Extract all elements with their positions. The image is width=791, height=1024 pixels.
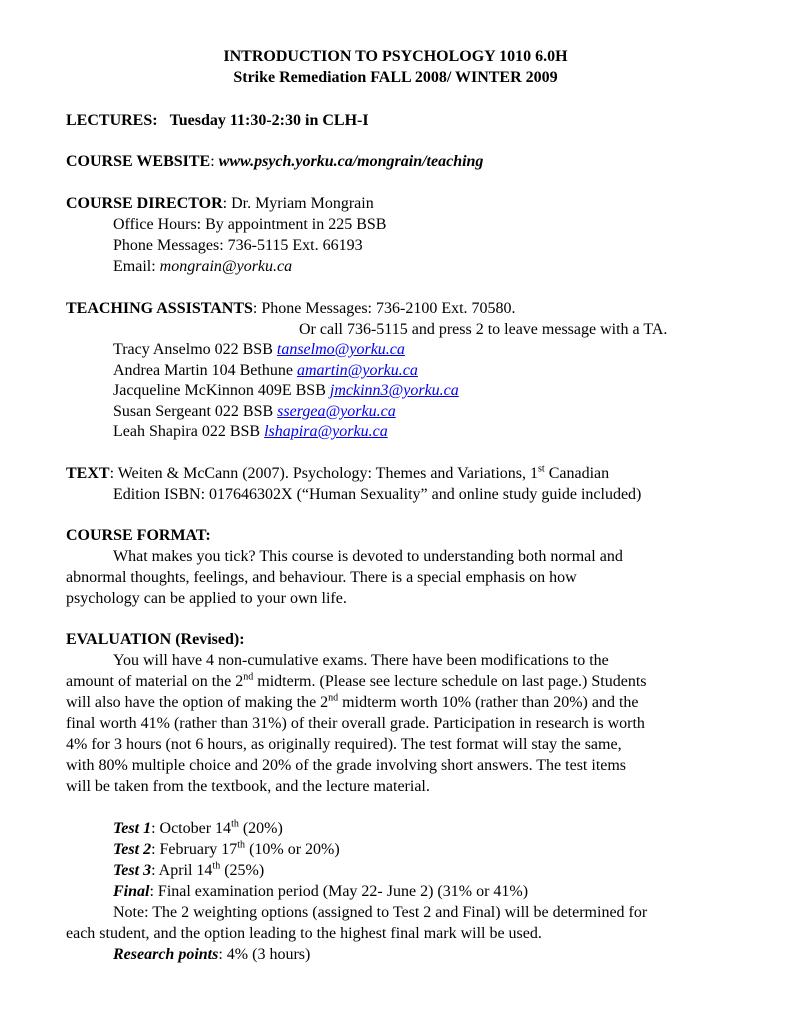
ta-name: Leah Shapira 022 BSB xyxy=(113,423,265,440)
format-heading: COURSE FORMAT: xyxy=(66,527,211,544)
ta-label: TEACHING ASSISTANTS xyxy=(66,300,253,317)
ta-phone-2: Or call 736-5115 and press 2 to leave message with a TA. xyxy=(299,321,668,338)
website-sep: : xyxy=(210,153,219,170)
evaluation-text: with 80% multiple choice and 20% of the grade involving short answers. The test items xyxy=(66,757,627,774)
test-date: : October 14 xyxy=(151,820,232,837)
ta-email-link[interactable]: amartin@yorku.ca xyxy=(296,362,418,379)
test-item xyxy=(113,819,283,839)
evaluation-text: 4% for 3 hours (not 6 hours, as originally required). The test format will stay the same, xyxy=(66,736,622,753)
test-sup: th xyxy=(231,818,239,830)
text-citation-end: Canadian xyxy=(544,465,610,482)
text-sup: st xyxy=(538,463,545,475)
evaluation-text-part: midterm worth 10% (rather than 20%) and the xyxy=(338,694,639,711)
evaluation-text xyxy=(66,672,647,692)
director-email-line xyxy=(113,257,292,277)
website-label: COURSE WEBSITE xyxy=(66,153,211,170)
evaluation-text-part: amount of material on the 2 xyxy=(66,673,244,690)
ta-name: Andrea Martin 104 Bethune xyxy=(113,362,297,379)
director-name: : Dr. Myriam Mongrain xyxy=(222,195,374,212)
test-date: : February 17 xyxy=(151,841,238,858)
format-label xyxy=(66,526,211,546)
ta-email-link[interactable]: ssergea@yorku.ca xyxy=(277,403,396,420)
director-office: Office Hours: By appointment in 225 BSB xyxy=(113,216,387,233)
ta-row xyxy=(113,402,396,422)
evaluation-text xyxy=(66,693,639,713)
director-line xyxy=(66,194,374,214)
note-text: Note: The 2 weighting options (assigned to Test 2 and Final) will be determined for xyxy=(113,904,648,921)
test-weight: (20%) xyxy=(238,820,283,837)
test-label: Test 1 xyxy=(113,820,152,837)
ta-row xyxy=(113,422,388,442)
website-url[interactable]: www.psych.yorku.ca/mongrain/teaching xyxy=(218,153,484,170)
evaluation-text: You will have 4 non-cumulative exams. There have been modifications to the xyxy=(113,652,609,669)
test-item xyxy=(113,840,340,860)
ta-email-link[interactable]: tanselmo@yorku.ca xyxy=(276,341,405,358)
ta-name: Jacqueline McKinnon 409E BSB xyxy=(113,382,330,399)
ta-row xyxy=(113,361,418,381)
research-line xyxy=(113,945,310,965)
test-item xyxy=(113,882,528,902)
test-weight: (10% or 20%) xyxy=(245,841,340,858)
format-text: abnormal thoughts, feelings, and behaviour. There is a special emphasis on how xyxy=(66,569,577,586)
evaluation-text: will be taken from the textbook, and the lecture material. xyxy=(66,778,430,795)
format-text: What makes you tick? This course is devoted to understanding both normal and xyxy=(113,548,623,565)
ta-name: Susan Sergeant 022 BSB xyxy=(113,403,278,420)
ta-row xyxy=(113,340,405,360)
lectures-value: Tuesday 11:30-2:30 in CLH-I xyxy=(169,112,369,129)
text-label: TEXT xyxy=(66,465,110,482)
evaluation-text-part: will also have the option of making the 2 xyxy=(66,694,329,711)
note-text: each student, and the option leading to the highest final mark will be used. xyxy=(66,925,542,942)
test-label: Test 2 xyxy=(113,841,152,858)
evaluation-label xyxy=(66,630,245,650)
test-label: Final xyxy=(113,883,150,900)
evaluation-heading: EVALUATION (Revised): xyxy=(66,631,245,648)
test-item xyxy=(113,861,264,881)
test-label: Test 3 xyxy=(113,862,152,879)
director-label: COURSE DIRECTOR xyxy=(66,195,223,212)
ta-email-link[interactable]: jmckinn3@yorku.ca xyxy=(329,382,459,399)
ta-line xyxy=(66,299,516,319)
website-line xyxy=(66,152,483,172)
test-sup: th xyxy=(237,839,246,851)
evaluation-sup: nd xyxy=(243,671,254,683)
evaluation-text: final worth 41% (rather than 31%) of their overall grade. Participation in research is worth xyxy=(66,715,645,732)
test-sup: th xyxy=(212,860,221,872)
ta-name: Tracy Anselmo 022 BSB xyxy=(113,341,277,358)
research-value: : 4% (3 hours) xyxy=(218,946,311,963)
ta-email-link[interactable]: lshapira@yorku.ca xyxy=(264,423,388,440)
test-date: : April 14 xyxy=(151,862,213,879)
evaluation-sup: nd xyxy=(328,692,339,704)
test-weight: (25%) xyxy=(220,862,265,879)
course-title: INTRODUCTION TO PSYCHOLOGY 1010 6.0H xyxy=(223,48,568,65)
text-citation: : Weiten & McCann (2007). Psychology: Themes and Variations, 1 xyxy=(109,465,539,482)
research-label: Research points xyxy=(113,946,219,963)
text-line xyxy=(66,464,609,484)
ta-row xyxy=(113,381,459,401)
format-text: psychology can be applied to your own life. xyxy=(66,590,347,607)
lectures-label: LECTURES: xyxy=(66,112,158,129)
lectures-line xyxy=(66,111,369,131)
director-email-label: Email: xyxy=(113,258,160,275)
director-email[interactable]: mongrain@yorku.ca xyxy=(159,258,293,275)
text-edition: Edition ISBN: 017646302X (“Human Sexuality” and online study guide included) xyxy=(113,486,642,503)
test-date: : Final examination period (May 22- June 2) (31% or 41%) xyxy=(149,883,529,900)
evaluation-text-part: midterm. (Please see lecture schedule on last page.) Students xyxy=(253,673,647,690)
course-subtitle: Strike Remediation FALL 2008/ WINTER 2009 xyxy=(233,69,558,86)
director-phone: Phone Messages: 736-5115 Ext. 66193 xyxy=(113,237,363,254)
ta-phone: : Phone Messages: 736-2100 Ext. 70580. xyxy=(252,300,516,317)
